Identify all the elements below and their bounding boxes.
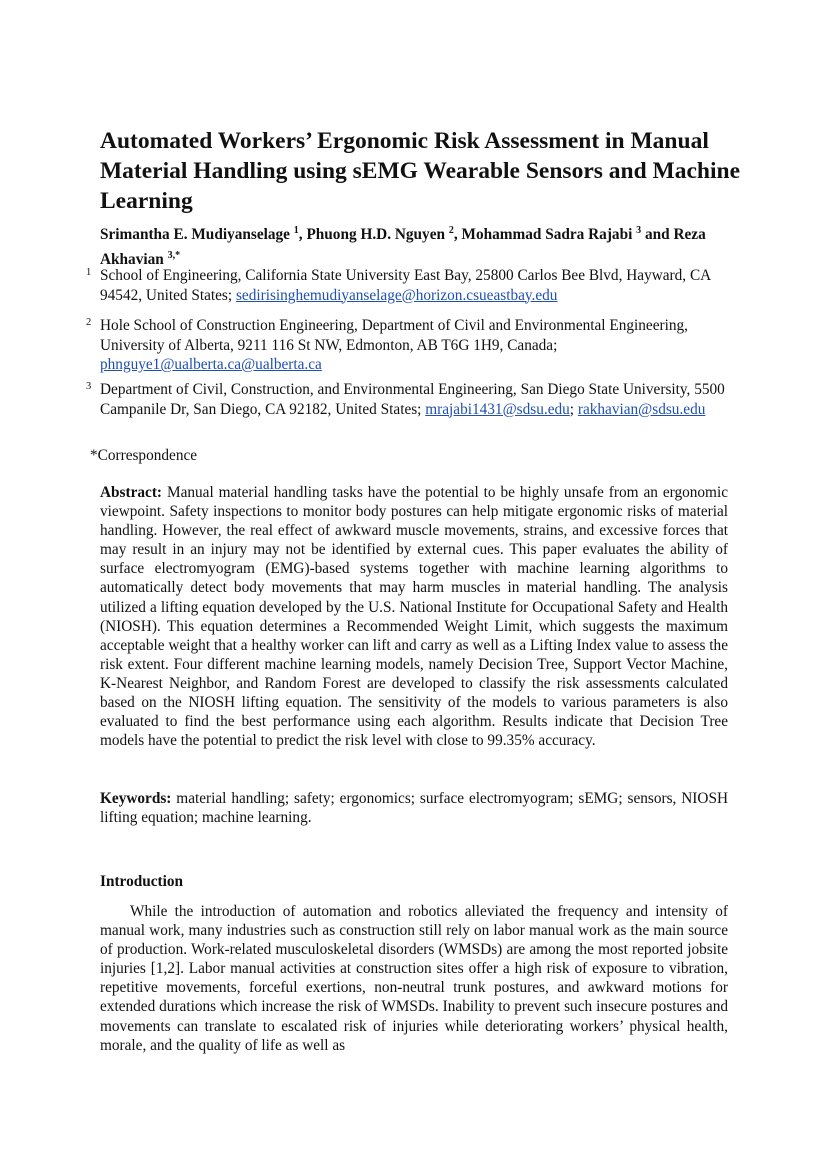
affiliation-text: Department of Civil, Construction, and Environmental Engineering, San Diego State University, 5500 Campanile Dr, San Diego, CA 92182, United States; (100, 381, 725, 418)
affiliation-text: School of Engineering, California State University East Bay, 25800 Carlos Bee Blvd, Hayward, CA 94542, United States; (100, 267, 711, 304)
keywords-label: Keywords: (100, 790, 172, 807)
author-name: Reza Akhavian (100, 226, 706, 269)
keywords-text: material handling; safety; ergonomics; surface electromyogram; sEMG; sensors, NIOSH lifting equation; machine learning. (100, 790, 728, 827)
introduction-paragraph: While the introduction of automation and robotics alleviated the frequency and intensity of manual work, many industries such as construction still rely on labor manual work as the main source of production. Work-related musculoskeletal disorders (WMSDs) are among the most reported jobsite injuries [1,2]. Labor manual activities at construction sites offer a high risk of exposure to vibration, repetitive movements, forceful exertions, non-neutral trunk postures, and awkward motions for extended durations which increase the risk of WMSDs. Inability to prevent such insecure postures and movements can translate to escalated risk of injuries while deteriorating workers’ physical health, morale, and the quality of life as well as (100, 903, 728, 1054)
paper-title: Automated Workers’ Ergonomic Risk Assessment in Manual Material Handling using sEMG Wearable Sensors and Machine Learning (100, 128, 740, 214)
author-name: Srimantha E. Mudiyanselage (100, 226, 290, 244)
email-link[interactable]: mrajabi1431@sdsu.edu (425, 400, 570, 418)
affiliation-text: Hole School of Construction Engineering, Department of Civil and Environmental Engineering, University of Alberta, 9211 116 St NW, Edmonton, AB T6G 1H9, Canada; (100, 317, 688, 354)
email-link[interactable]: sedirisinghemudiyanselage@horizon.csueastbay.edu (235, 286, 558, 304)
author-affiliation-mark: 1 (293, 225, 299, 236)
affiliation-number: 2 (86, 317, 92, 328)
author-name: Mohammad Sadra Rajabi (461, 226, 633, 244)
affiliation-1 (86, 266, 736, 305)
author-separator: , (453, 226, 462, 244)
affiliation-3 (86, 380, 736, 419)
author-affiliation-mark: 3 (636, 225, 642, 236)
affiliation-2 (86, 316, 736, 375)
affiliation-number: 1 (86, 267, 92, 278)
author-affiliation-mark: 3,* (167, 250, 181, 262)
author-affiliation-mark: 2 (448, 225, 454, 236)
author-separator: and (641, 226, 674, 244)
email-link[interactable]: phnguye1@ualberta.ca@ualberta.ca (100, 356, 322, 373)
abstract (100, 483, 728, 750)
author-name: Phuong H.D. Nguyen (306, 226, 446, 244)
author-separator: , (298, 226, 307, 244)
author-list (100, 220, 732, 270)
correspondence-note: *Correspondence (90, 447, 198, 464)
section-heading: Introduction (100, 873, 184, 890)
abstract-text: Manual material handling tasks have the potential to be highly unsafe from an ergonomic viewpoint. Safety inspections to monitor body postures can help mitigate ergonomic risks of material handling. However, the real effect of awkward muscle movements, strains, and excessive forces that may result in an injury may not be identified by external cues. This paper evaluates the ability of surface electromyogram (EMG)-based systems together with machine learning algorithms to automatically detect body movements that may harm muscles in material handling. The analysis utilized a lifting equation developed by the U.S. National Institute for Occupational Safety and Health (NIOSH). This equation determines a Recommended Weight Limit, which suggests the maximum acceptable weight that a healthy worker can lift and carry as well as a Lifting Index value to assess the risk extent. Four different machine learning models, namely Decision Tree, Support Vector Machine, K-Nearest Neighbor, and Random Forest are developed to classify the risk assessments calculated based on the NIOSH lifting equation. The sensitivity of the models to various parameters is also evaluated to find the best performance using each algorithm. Results indicate that Decision Tree models have the potential to predict the risk level with close to 99.35% accuracy. (100, 484, 728, 750)
affiliation-number: 3 (86, 381, 92, 392)
keywords (100, 789, 728, 827)
email-link[interactable]: rakhavian@sdsu.edu (577, 400, 706, 418)
abstract-label: Abstract: (100, 484, 163, 501)
email-separator: ; (569, 400, 578, 418)
